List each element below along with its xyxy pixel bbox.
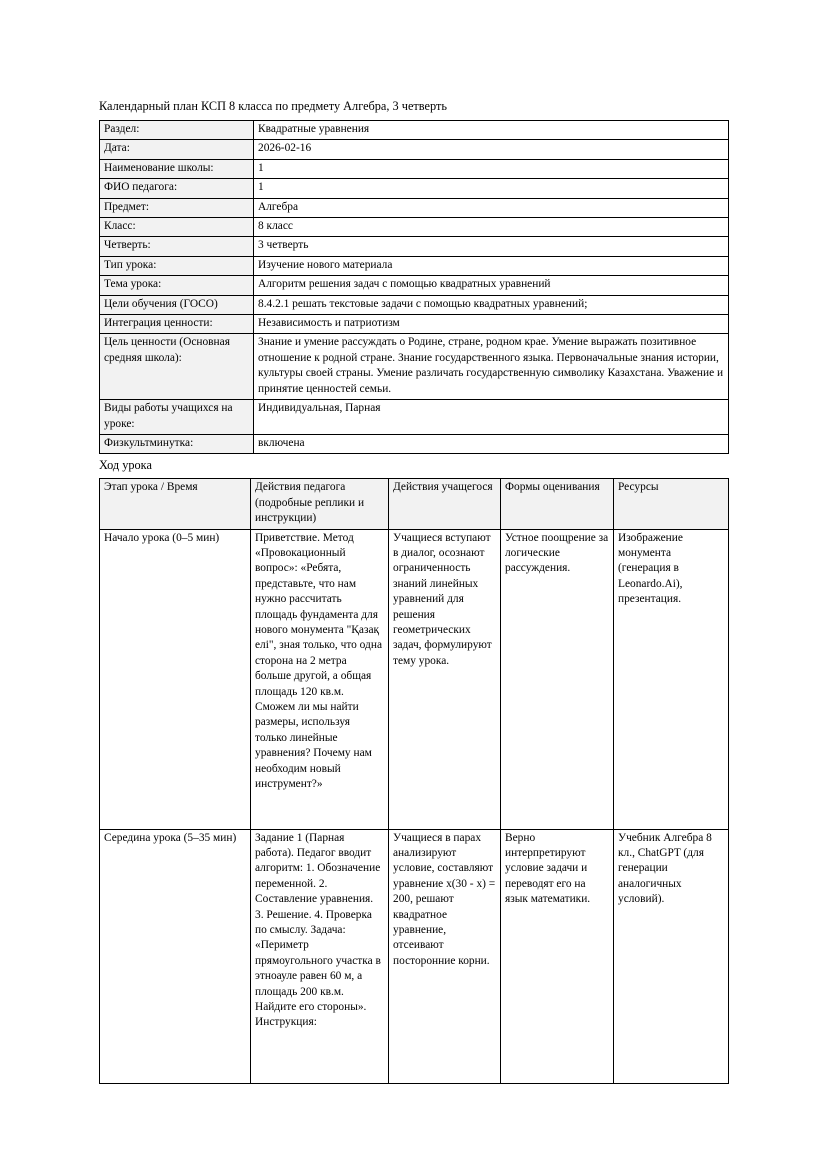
table-row [100,295,729,314]
info-label-teacher-name: ФИО педагога: [100,179,254,198]
table-row [100,237,729,256]
table-row [100,140,729,159]
cell-resources-start: Изображение монумента (генерация в Leonardo.Ai), презентация. [614,529,729,829]
info-value-section: Квадратные уравнения [254,121,729,140]
column-header-teacher-actions: Действия педагога (подробные реплики и инструкции) [251,479,389,529]
info-value-teacher-name: 1 [254,179,729,198]
info-label-lesson-type: Тип урока: [100,256,254,275]
column-header-stage: Этап урока / Время [100,479,251,529]
table-row [100,159,729,178]
column-header-student-actions: Действия учащегося [389,479,501,529]
table-row [100,121,729,140]
document-content [99,99,728,1084]
info-label-value-goal: Цель ценности (Основная средняя школа): [100,334,254,400]
table-row [100,334,729,400]
table-header-row [100,479,729,529]
info-label-lesson-topic: Тема урока: [100,276,254,295]
info-label-section: Раздел: [100,121,254,140]
info-value-value-goal: Знание и умение рассуждать о Родине, стране, родном крае. Умение выражать позитивное отношение к родной стране. Знание государственного языка. Первоначальные знания истории, культуры своей страны. Умение различать государственную символику Казахстана. Уважение и принятие ценностей семьи. [254,334,729,400]
table-row [100,218,729,237]
table-row [100,179,729,198]
lesson-flow-body [100,529,729,1083]
info-label-work-types: Виды работы учащихся на уроке: [100,400,254,435]
table-row [100,256,729,275]
table-row [100,198,729,217]
page-title: Календарный план КСП 8 класса по предмету Алгебра, 3 четверть [99,99,447,113]
cell-assessment-middle: Верно интерпретируют условие задачи и переводят его на язык математики. [501,829,614,1083]
info-value-work-types: Индивидуальная, Парная [254,400,729,435]
column-header-assessment-forms: Формы оценивания [501,479,614,529]
info-value-value-integration: Независимость и патриотизм [254,315,729,334]
info-label-value-integration: Интеграция ценности: [100,315,254,334]
info-value-learning-goals: 8.4.2.1 решать текстовые задачи с помощью квадратных уравнений; [254,295,729,314]
table-row [100,315,729,334]
lesson-flow-heading: Ход урока [99,458,152,473]
lesson-flow-header [100,479,729,529]
info-value-subject: Алгебра [254,198,729,217]
table-row [100,276,729,295]
info-value-quarter: 3 четверть [254,237,729,256]
table-row [100,529,729,829]
info-label-grade: Класс: [100,218,254,237]
info-label-learning-goals: Цели обучения (ГОСО) [100,295,254,314]
column-header-resources: Ресурсы [614,479,729,529]
info-value-physical-minute: включена [254,434,729,453]
info-value-lesson-type: Изучение нового материала [254,256,729,275]
table-row [100,829,729,1083]
info-value-grade: 8 класс [254,218,729,237]
lesson-info-body [100,121,729,454]
info-value-date: 2026-02-16 [254,140,729,159]
cell-student-middle: Учащиеся в парах анализируют условие, составляют уравнение x(30 - x) = 200, решают квадратное уравнение, отсеивают посторонние корни. [389,829,501,1083]
table-row [100,434,729,453]
lesson-flow-table [99,478,729,1083]
table-row [100,400,729,435]
info-label-physical-minute: Физкультминутка: [100,434,254,453]
cell-teacher-middle [251,829,389,1083]
info-label-date: Дата: [100,140,254,159]
info-value-school: 1 [254,159,729,178]
info-label-quarter: Четверть: [100,237,254,256]
cell-teacher-start: Приветствие. Метод «Провокационный вопрос»: «Ребята, представьте, что нам нужно рассчитать площадь фундамента для нового монумента "Қазақ елі", зная только, что одна сторона на 2 метра больше другой, а общая площадь 120 кв.м. Сможем ли мы найти размеры, используя только линейные уравнения? Почему нам необходим новый инструмент?» [251,529,389,829]
info-value-lesson-topic: Алгоритм решения задач с помощью квадратных уравнений [254,276,729,295]
cell-teacher-middle-text: Задание 1 (Парная работа). Педагог вводит алгоритм: 1. Обозначение переменной. 2. Составление уравнения. 3. Решение. 4. Проверка по смыслу. Задача: «Периметр прямоугольного участка в этноауле равен 60 м, а площадь 200 кв.м. Найдите его стороны». Инструкция: [255,831,381,1029]
info-label-school: Наименование школы: [100,159,254,178]
info-label-subject: Предмет: [100,198,254,217]
cell-assessment-start: Устное поощрение за логические рассуждения. [501,529,614,829]
lesson-info-table [99,120,729,454]
cell-stage-middle: Середина урока (5–35 мин) [100,829,251,1083]
cell-student-start: Учащиеся вступают в диалог, осознают ограниченность знаний линейных уравнений для решения геометрических задач, формулируют тему урока. [389,529,501,829]
cell-resources-middle: Учебник Алгебра 8 кл., ChatGPT (для генерации аналогичных условий). [614,829,729,1083]
cell-stage-start: Начало урока (0–5 мин) [100,529,251,829]
